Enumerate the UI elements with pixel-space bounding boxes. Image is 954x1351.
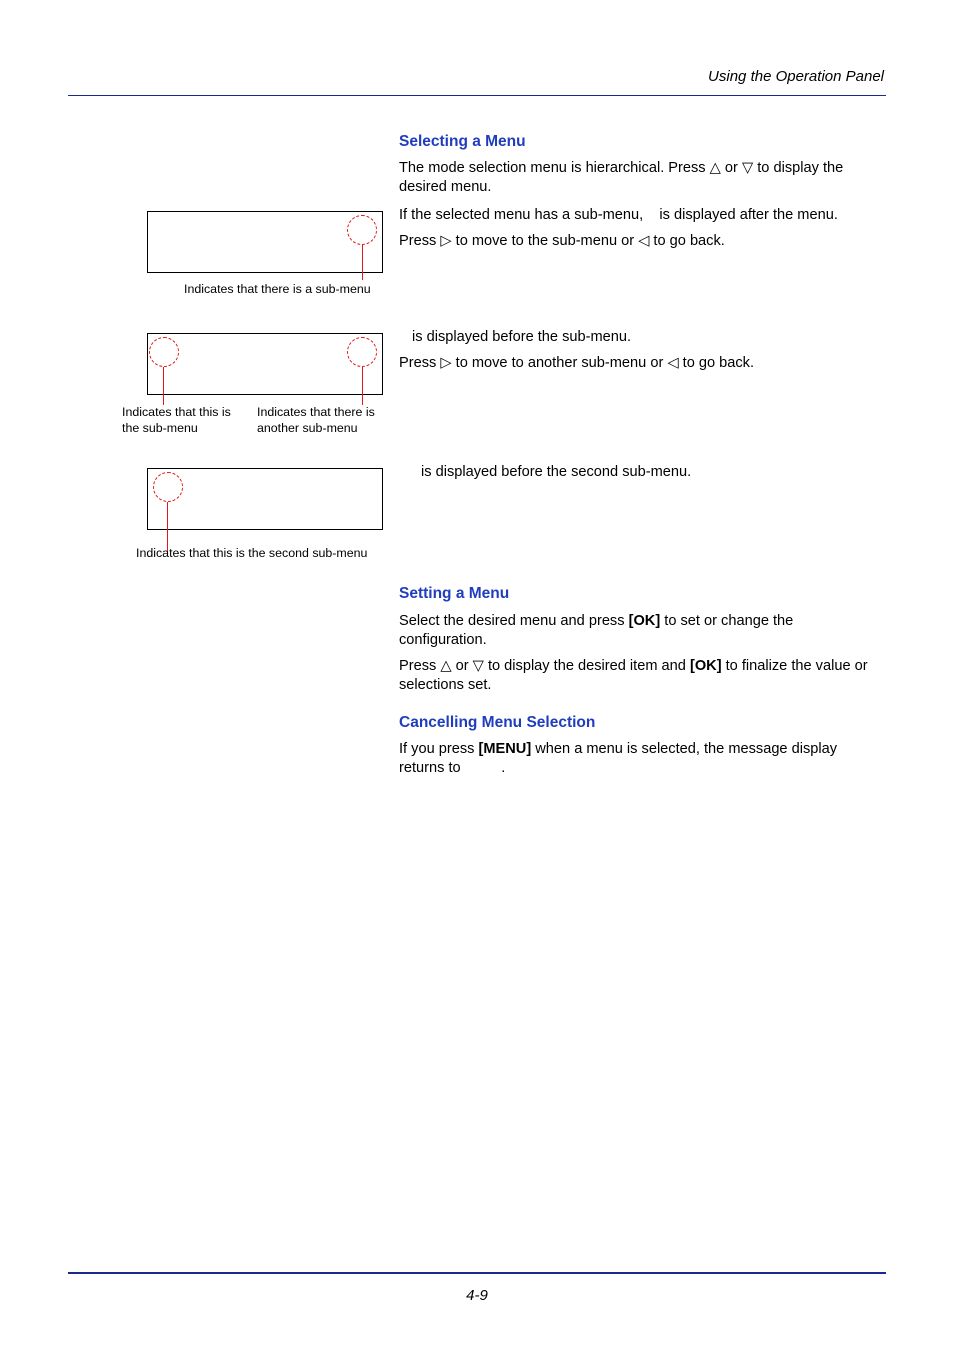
fig2-caption-left-line-2: the sub-menu (122, 421, 198, 435)
fig2-caption-right-line-2: another sub-menu (257, 421, 358, 435)
selecting-intro-line-2: desired menu. (399, 179, 492, 195)
setting-line-3-text: Press △ or ▽ to display the desired item and (399, 658, 690, 674)
cancelling-paragraph (399, 740, 887, 778)
leader-line-right (362, 367, 363, 405)
this-submenu-marker (149, 337, 179, 367)
setting-paragraph-1 (399, 612, 887, 650)
setting-paragraph-2 (399, 657, 887, 695)
another-submenu-marker (347, 337, 377, 367)
running-header: Using the Operation Panel (708, 68, 884, 85)
fig2-caption-right-line-1: Indicates that there is (257, 405, 375, 419)
heading-cancelling-menu-selection: Cancelling Menu Selection (399, 714, 596, 731)
page-number: 4-9 (466, 1287, 488, 1304)
second-submenu-marker (153, 472, 183, 502)
lcd-display-fig2 (147, 333, 383, 395)
lcd-display-fig3 (147, 468, 383, 530)
fig3-caption: Indicates that this is the second sub-menu (136, 546, 368, 560)
setting-line-1 (399, 612, 887, 631)
setting-line-3 (399, 657, 887, 676)
selecting-intro (399, 159, 887, 197)
submenu-line-1: If the selected menu has a sub-menu, is displayed after the menu. (399, 207, 838, 223)
cancelling-line-2: returns to . (399, 760, 506, 776)
footer-rule (68, 1272, 886, 1274)
cancelling-line-1 (399, 740, 887, 759)
setting-line-1-text-end: to set or change the (660, 613, 794, 629)
cancelling-line-1-text: If you press (399, 741, 479, 757)
leader-line-left (163, 367, 164, 405)
selecting-intro-line-1: The mode selection menu is hierarchical. Press △ or ▽ to display the (399, 160, 844, 176)
ok-key-label: [OK] (628, 613, 661, 629)
setting-line-2: configuration. (399, 632, 487, 648)
header-rule (68, 95, 886, 96)
submenu-indicator-marker (347, 215, 377, 245)
menu-key-label: [MENU] (478, 741, 532, 757)
submenu-paragraph (399, 206, 887, 251)
fig2-caption-right (257, 404, 375, 436)
cancelling-line-1-text-end: when a menu is selected, the message display (531, 741, 838, 757)
heading-setting-a-menu: Setting a Menu (399, 585, 510, 602)
before-sub-line-2: Press ▷ to move to another sub-menu or ◁ to go back. (399, 355, 755, 371)
fig2-caption-left (122, 404, 231, 436)
leader-line (362, 245, 363, 280)
heading-selecting-a-menu: Selecting a Menu (399, 133, 526, 150)
fig1-caption: Indicates that there is a sub-menu (184, 282, 371, 296)
setting-line-4: selections set. (399, 677, 492, 693)
setting-line-3-text-end: to finalize the value or (721, 658, 868, 674)
setting-line-1-text: Select the desired menu and press (399, 613, 629, 629)
before-sub-line-1: is displayed before the sub-menu. (412, 329, 632, 345)
fig2-caption-left-line-1: Indicates that this is (122, 405, 231, 419)
second-sub-line: is displayed before the second sub-menu. (421, 464, 692, 480)
submenu-line-2: Press ▷ to move to the sub-menu or ◁ to go back. (399, 233, 725, 249)
lcd-display-fig1 (147, 211, 383, 273)
ok-key-label-2: [OK] (689, 658, 722, 674)
